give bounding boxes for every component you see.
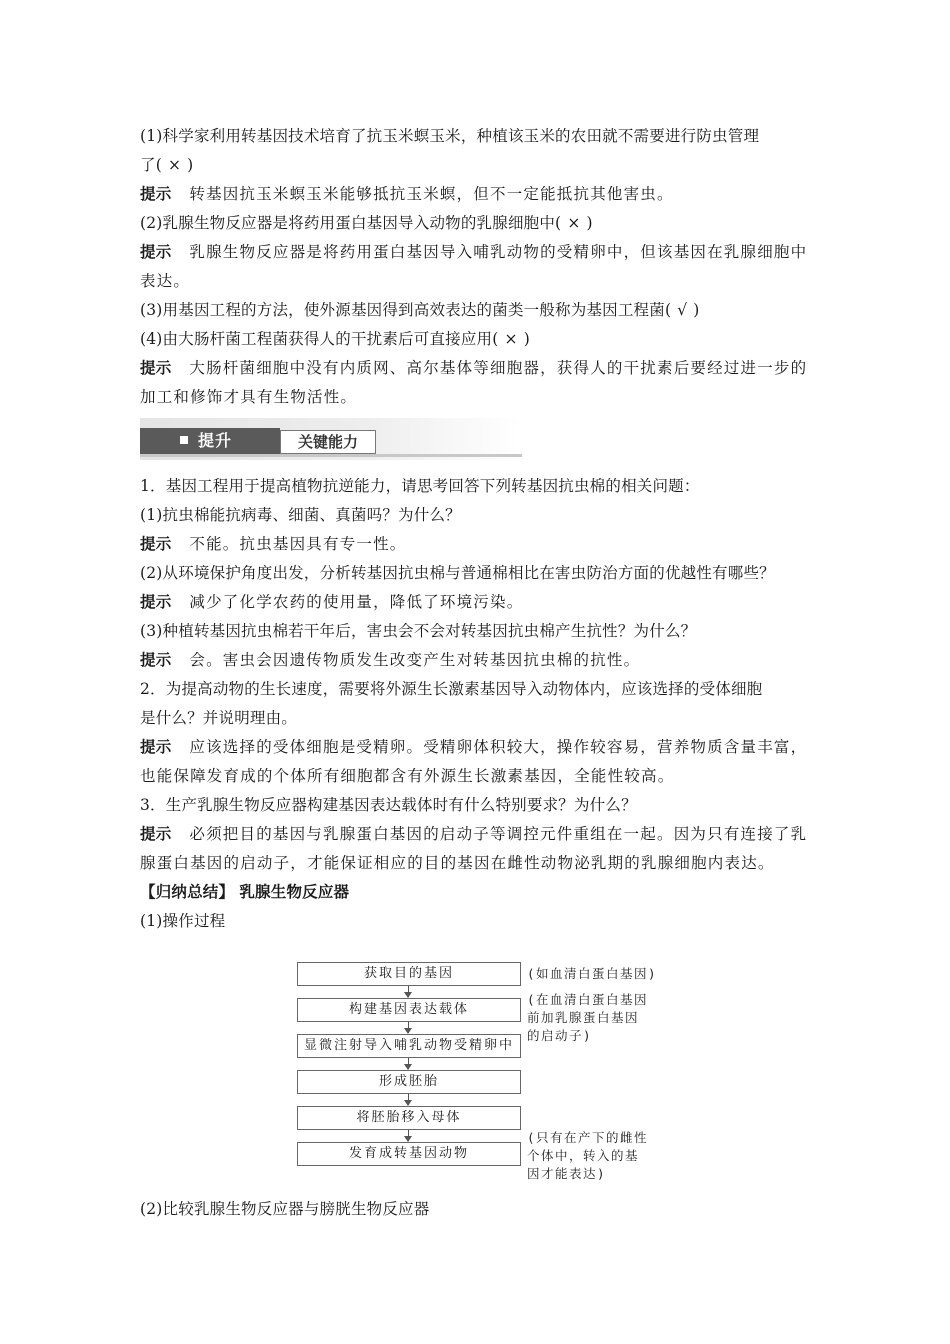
item-1-line-2: 了( × ): [140, 151, 815, 180]
q1-hint-2: 提示 减少了化学农药的使用量，降低了环境污染。: [140, 593, 524, 611]
arrow-down-icon: [408, 986, 409, 997]
q3-stem: 3．生产乳腺生物反应器构建基因表达载体时有什么特别要求？为什么？: [140, 796, 637, 814]
q2-stem-1: 2．为提高动物的生长速度，需要将外源生长激素基因导入动物体内，应该选择的受体细胞: [140, 680, 763, 698]
flow-step-1: 获取目的基因: [297, 962, 521, 986]
square-bullet-icon: [180, 436, 188, 444]
summary-sub-1: (1)操作过程: [140, 912, 226, 930]
flow-note-1: (如血清白蛋白基因): [527, 966, 658, 981]
item-3: (3)用基因工程的方法，使外源基因得到高效表达的菌类一般称为基因工程菌( √ ): [140, 296, 815, 325]
judgement-mark: ×: [567, 214, 581, 232]
flow-step-2: 构建基因表达载体: [297, 998, 521, 1022]
item-1-line-1: (1)科学家利用转基因技术培育了抗玉米螟玉米，种植该玉米的农田就不需要进行防虫管理: [140, 127, 760, 145]
judgement-mark: ×: [167, 156, 182, 174]
hint-4-line-1: 提示 大肠杆菌细胞中没有内质网、高尔基体等细胞器，获得人的干扰素后要经过进一步的: [140, 359, 808, 377]
arrow-down-icon: [408, 1094, 409, 1105]
summary-heading: 【归纳总结】 乳腺生物反应器: [140, 883, 350, 901]
flow-step-4: 形成胚胎: [297, 1070, 521, 1094]
q3-hint-2: 腺蛋白基因的启动子，才能保证相应的目的基因在雌性动物泌乳期的乳腺细胞内表达。: [140, 854, 775, 872]
hint-2-line-2: 表达。: [140, 272, 191, 290]
q2-hint-1: 提示 应该选择的受体细胞是受精卵。受精卵体积较大，操作较容易，营养物质含量丰富，: [140, 738, 808, 756]
item-4: (4)由大肠杆菌工程菌获得人的干扰素后可直接应用( × ): [140, 325, 815, 354]
content: [140, 122, 815, 936]
banner-rule: [140, 454, 522, 457]
section-banner: [140, 418, 522, 460]
q3-hint-1: 提示 必须把目的基因与乳腺蛋白基因的启动子等调控元件重组在一起。因为只有连接了乳: [140, 825, 808, 843]
q2-stem-2: 是什么？并说明理由。: [140, 709, 298, 727]
arrow-down-icon: [408, 1130, 409, 1141]
q1-hint-1: 提示 不能。抗虫基因具有专一性。: [140, 535, 407, 553]
arrow-down-icon: [408, 1022, 409, 1033]
arrow-down-icon: [408, 1058, 409, 1069]
judgement-mark: ×: [504, 330, 518, 348]
process-flowchart: [297, 962, 677, 1192]
judgement-mark: √: [677, 301, 688, 319]
flow-note-2: (在血清白蛋白基因 前加乳腺蛋白基因 的启动子): [527, 992, 649, 1043]
q1-hint-3: 提示 会。害虫会因遗传物质发生改变产生对转基因抗虫棉的抗性。: [140, 651, 641, 669]
banner-subtitle: 关键能力: [280, 430, 376, 454]
q1-stem: 1．基因工程用于提高植物抗逆能力，请思考回答下列转基因抗虫棉的相关问题：: [140, 477, 700, 495]
q2-hint-2: 也能保障发育成的个体所有细胞都含有外源生长激素基因，全能性较高。: [140, 767, 675, 785]
q1-part-3: (3)种植转基因抗虫棉若干年后，害虫会不会对转基因抗虫棉产生抗性？为什么？: [140, 622, 697, 640]
flow-step-5: 将胚胎移入母体: [297, 1106, 521, 1130]
summary-sub-2: (2)比较乳腺生物反应器与膀胱生物反应器: [140, 1200, 430, 1218]
hint-4-line-2: 加工和修饰才具有生物活性。: [140, 388, 358, 406]
flow-step-3: 显微注射导入哺乳动物受精卵中: [297, 1034, 521, 1058]
flow-note-3: (只有在产下的雌性 个体中，转入的基 因才能表达): [527, 1130, 649, 1181]
flow-step-6: 发育成转基因动物: [297, 1142, 521, 1166]
q1-part-1: (1)抗虫棉能抗病毒、细菌、真菌吗？为什么？: [140, 506, 461, 524]
hint-2-line-1: 提示 乳腺生物反应器是将药用蛋白基因导入哺乳动物的受精卵中，但该基因在乳腺细胞中: [140, 243, 808, 261]
banner-title: 提升: [198, 431, 233, 450]
q1-part-2: (2)从环境保护角度出发，分析转基因抗虫棉与普通棉相比在害虫防治方面的优越性有哪些？: [140, 564, 775, 582]
hint-1: 提示 转基因抗玉米螟玉米能够抵抗玉米螟，但不一定能抵抗其他害虫。: [140, 185, 674, 203]
item-2: (2)乳腺生物反应器是将药用蛋白基因导入动物的乳腺细胞中( × ): [140, 209, 815, 238]
